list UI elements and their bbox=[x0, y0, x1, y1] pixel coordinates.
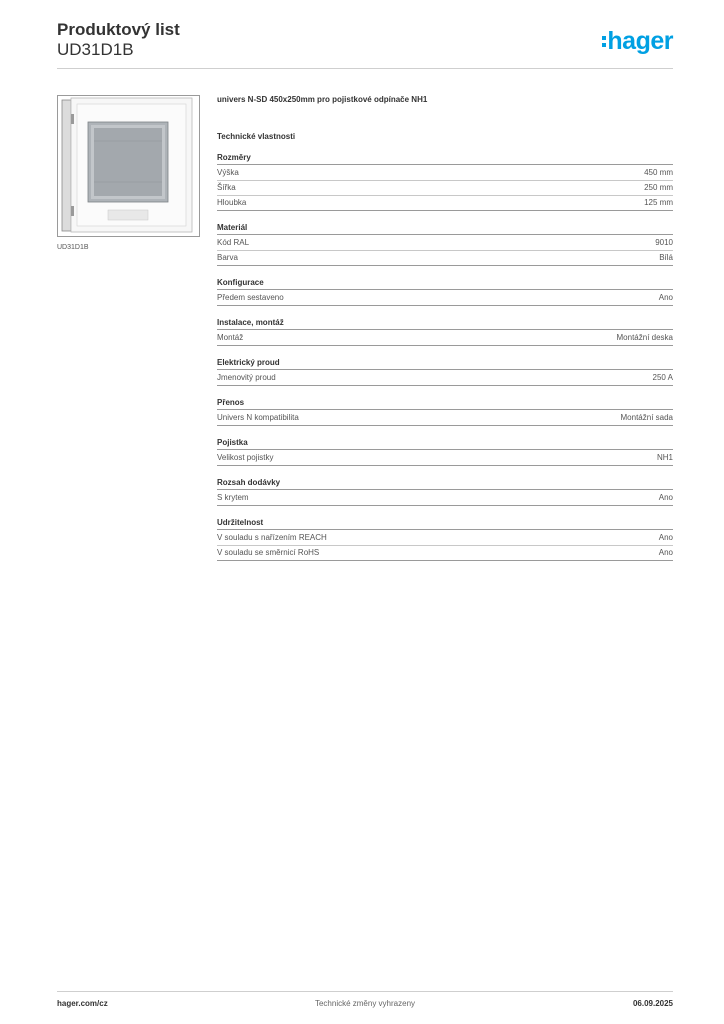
spec-group-title: Instalace, montáž bbox=[217, 317, 673, 330]
spec-row bbox=[217, 236, 673, 251]
spec-label: V souladu se směrnicí RoHS bbox=[217, 548, 320, 557]
footer-divider bbox=[57, 991, 673, 992]
product-details bbox=[217, 94, 673, 572]
spec-row bbox=[217, 546, 673, 561]
spec-row bbox=[217, 181, 673, 196]
page-header bbox=[57, 20, 673, 68]
spec-group bbox=[217, 152, 673, 211]
spec-label: S krytem bbox=[217, 493, 249, 502]
spec-group-title: Materiál bbox=[217, 222, 673, 235]
spec-value: 450 mm bbox=[644, 168, 673, 177]
spec-label: Barva bbox=[217, 253, 238, 262]
enclosure-product-icon bbox=[58, 96, 199, 236]
spec-value: Montážní deska bbox=[616, 333, 673, 342]
spec-group bbox=[217, 397, 673, 426]
product-image bbox=[57, 95, 200, 237]
spec-group bbox=[217, 517, 673, 561]
spec-row bbox=[217, 451, 673, 466]
spec-label: Jmenovitý proud bbox=[217, 373, 276, 382]
spec-row bbox=[217, 196, 673, 211]
spec-label: Velikost pojistky bbox=[217, 453, 274, 462]
spec-group bbox=[217, 222, 673, 266]
logo-text: hager bbox=[607, 27, 673, 55]
spec-label: V souladu s nařízením REACH bbox=[217, 533, 327, 542]
product-description: univers N-SD 450x250mm pro pojistkové odpínače NH1 bbox=[217, 95, 428, 104]
spec-value: 125 mm bbox=[644, 198, 673, 207]
spec-label: Hloubka bbox=[217, 198, 247, 207]
spec-group-title: Udržitelnost bbox=[217, 517, 673, 530]
footer-notice: Technické změny vyhrazeny bbox=[314, 999, 416, 1008]
spec-row bbox=[217, 331, 673, 346]
spec-value: 250 A bbox=[652, 373, 673, 382]
spec-value: 9010 bbox=[655, 238, 673, 247]
spec-label: Montáž bbox=[217, 333, 244, 342]
technical-properties-heading: Technické vlastnosti bbox=[217, 132, 296, 141]
spec-label: Předem sestaveno bbox=[217, 293, 284, 302]
spec-group bbox=[217, 277, 673, 306]
logo-dots-icon bbox=[602, 36, 606, 47]
product-code-title: UD31D1B bbox=[57, 40, 134, 59]
image-caption: UD31D1B bbox=[57, 244, 89, 251]
spec-label: Šířka bbox=[217, 183, 236, 192]
spec-group-title: Přenos bbox=[217, 397, 673, 410]
spec-group-title: Rozměry bbox=[217, 152, 673, 165]
footer-date: 06.09.2025 bbox=[632, 999, 673, 1008]
hager-logo[interactable] bbox=[602, 26, 673, 56]
spec-row bbox=[217, 531, 673, 546]
website-link[interactable]: hager.com/cz bbox=[57, 999, 108, 1008]
spec-value: Bílá bbox=[659, 253, 673, 262]
spec-row bbox=[217, 491, 673, 506]
spec-group bbox=[217, 317, 673, 346]
spec-group-title: Pojistka bbox=[217, 437, 673, 450]
header-divider bbox=[57, 68, 673, 69]
spec-value: 250 mm bbox=[644, 183, 673, 192]
spec-value: NH1 bbox=[656, 453, 673, 462]
spec-value: Montážní sada bbox=[620, 413, 673, 422]
spec-group bbox=[217, 437, 673, 466]
page-footer bbox=[57, 998, 673, 1010]
spec-value: Ano bbox=[658, 533, 673, 542]
spec-row bbox=[217, 411, 673, 426]
spec-row bbox=[217, 291, 673, 306]
spec-value: Ano bbox=[658, 548, 673, 557]
spec-label: Kód RAL bbox=[217, 238, 250, 247]
spec-group bbox=[217, 357, 673, 386]
spec-group-title: Elektrický proud bbox=[217, 357, 673, 370]
spec-label: Univers N kompatibilita bbox=[217, 413, 299, 422]
spec-group bbox=[217, 477, 673, 506]
spec-group-title: Konfigurace bbox=[217, 277, 673, 290]
document-type-title: Produktový list bbox=[57, 20, 180, 39]
spec-row bbox=[217, 166, 673, 181]
spec-groups bbox=[217, 152, 673, 561]
spec-row bbox=[217, 251, 673, 266]
spec-value: Ano bbox=[658, 493, 673, 502]
spec-value: Ano bbox=[658, 293, 673, 302]
spec-label: Výška bbox=[217, 168, 239, 177]
spec-group-title: Rozsah dodávky bbox=[217, 477, 673, 490]
spec-row bbox=[217, 371, 673, 386]
